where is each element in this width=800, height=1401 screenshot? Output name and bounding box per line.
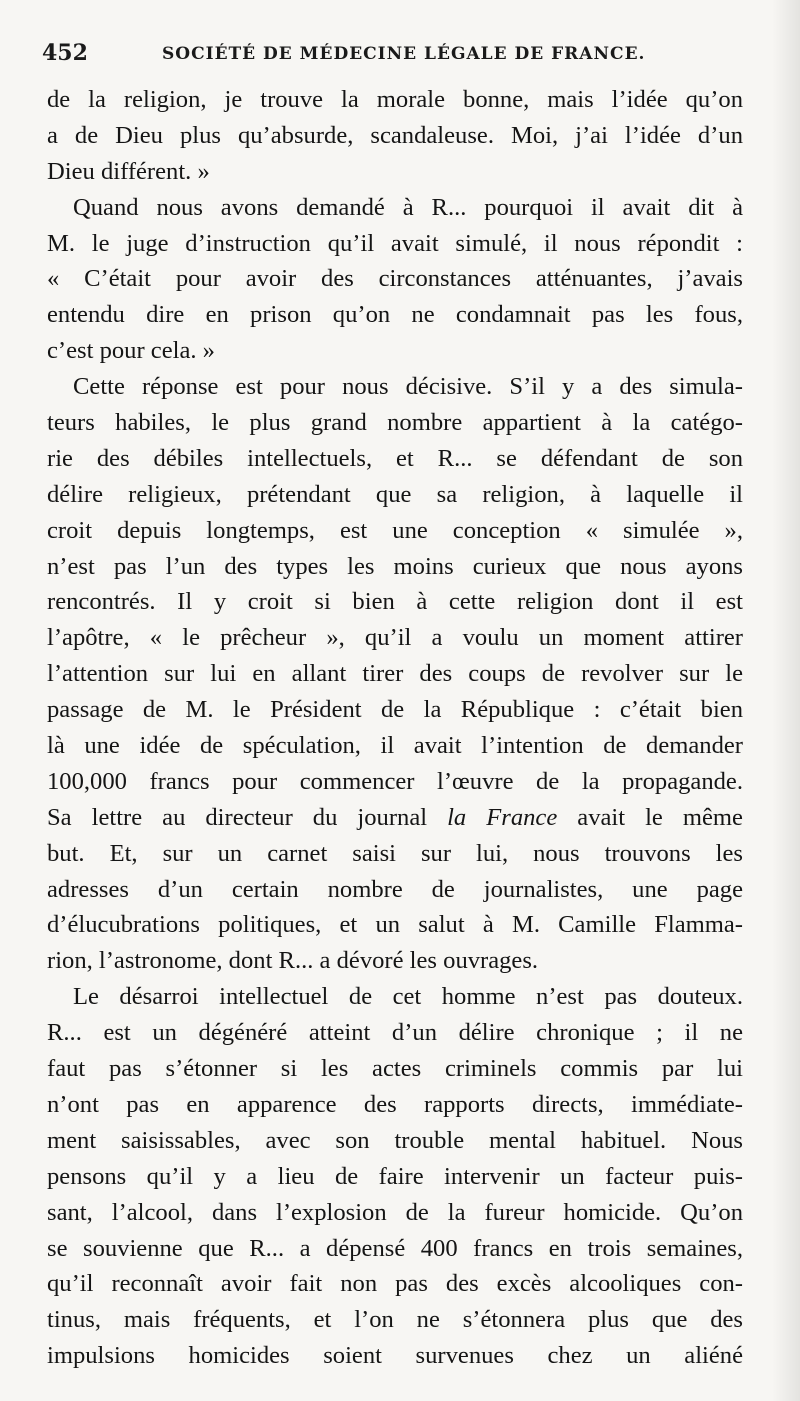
text-line: teurs habiles, le plus grand nombre appartient à la catégo- <box>47 409 743 437</box>
text-line: rie des débiles intellectuels, et R... se défendant de son <box>47 444 743 472</box>
text-line: entendu dire en prison qu’on ne condamnait pas les fous, <box>47 301 743 329</box>
text-line: qu’il reconnaît avoir fait non pas des excès alcooliques con- <box>47 1270 743 1298</box>
running-head <box>42 40 742 70</box>
text-line: pensons qu’il y a lieu de faire intervenir un facteur puis- <box>47 1162 743 1190</box>
body-text <box>47 82 743 1374</box>
running-title: SOCIÉTÉ DE MÉDECINE LÉGALE DE FRANCE. <box>162 44 646 64</box>
text-segment: avait le même <box>557 803 743 831</box>
text-line: l’attention sur lui en allant tirer des coups de revolver sur le <box>47 660 743 688</box>
text-line: n’ont pas en apparence des rapports directs, immédiate- <box>47 1090 743 1118</box>
text-line: là une idée de spéculation, il avait l’intention de demander <box>47 732 743 760</box>
text-line: but. Et, sur un carnet saisi sur lui, nous trouvons les <box>47 839 743 867</box>
text-line: impulsions homicides soient survenues chez un aliéné <box>47 1342 743 1370</box>
text-line: ment saisissables, avec son trouble mental habituel. Nous <box>47 1126 743 1154</box>
text-line: sant, l’alcool, dans l’explosion de la fureur homicide. Qu’on <box>47 1198 743 1226</box>
text-line: d’élucubrations politiques, et un salut à M. Camille Flamma- <box>47 911 743 939</box>
journal-title: la France <box>447 803 558 831</box>
text-line: croit depuis longtemps, est une conception « simulée », <box>47 516 743 544</box>
text-line: adresses d’un certain nombre de journalistes, une page <box>47 875 743 903</box>
text-line: a de Dieu plus qu’absurde, scandaleuse. Moi, j’ai l’idée d’un <box>47 121 743 149</box>
text-line: l’apôtre, « le prêcheur », qu’il a voulu un moment attirer <box>47 624 743 652</box>
text-line: 100,000 francs pour commencer l’œuvre de la propagande. <box>47 767 743 795</box>
text-line: c’est pour cela. » <box>47 337 215 365</box>
text-line: Le désarroi intellectuel de cet homme n’est pas douteux. <box>73 983 743 1011</box>
text-line: R... est un dégénéré atteint d’un délire chronique ; il ne <box>47 1019 743 1047</box>
text-line: délire religieux, prétendant que sa religion, à laquelle il <box>47 480 743 508</box>
text-line: Cette réponse est pour nous décisive. S’il y a des simula- <box>73 373 743 401</box>
page-number: 452 <box>42 40 88 66</box>
text-line: n’est pas l’un des types les moins curieux que nous ayons <box>47 552 743 580</box>
page-edge-shadow <box>772 0 800 1401</box>
text-line: faut pas s’étonner si les actes criminels commis par lui <box>47 1055 743 1083</box>
text-segment: Sa lettre au directeur du journal <box>47 803 448 831</box>
text-line: se souvienne que R... a dépensé 400 francs en trois semaines, <box>47 1234 743 1262</box>
text-line: « C’était pour avoir des circonstances atténuantes, j’avais <box>47 265 743 293</box>
text-line: M. le juge d’instruction qu’il avait simulé, il nous répondit : <box>47 229 743 257</box>
text-line: Dieu différent. » <box>47 157 210 185</box>
text-line: Quand nous avons demandé à R... pourquoi il avait dit à <box>73 193 743 221</box>
text-line: tinus, mais fréquents, et l’on ne s’étonnera plus que des <box>47 1306 743 1334</box>
text-line: rencontrés. Il y croit si bien à cette religion dont il est <box>47 588 743 616</box>
text-line: de la religion, je trouve la morale bonne, mais l’idée qu’on <box>47 86 743 113</box>
text-line: rion, l’astronome, dont R... a dévoré les ouvrages. <box>47 947 539 975</box>
text-line <box>47 800 743 836</box>
text-line: passage de M. le Président de la République : c’était bien <box>47 696 743 724</box>
